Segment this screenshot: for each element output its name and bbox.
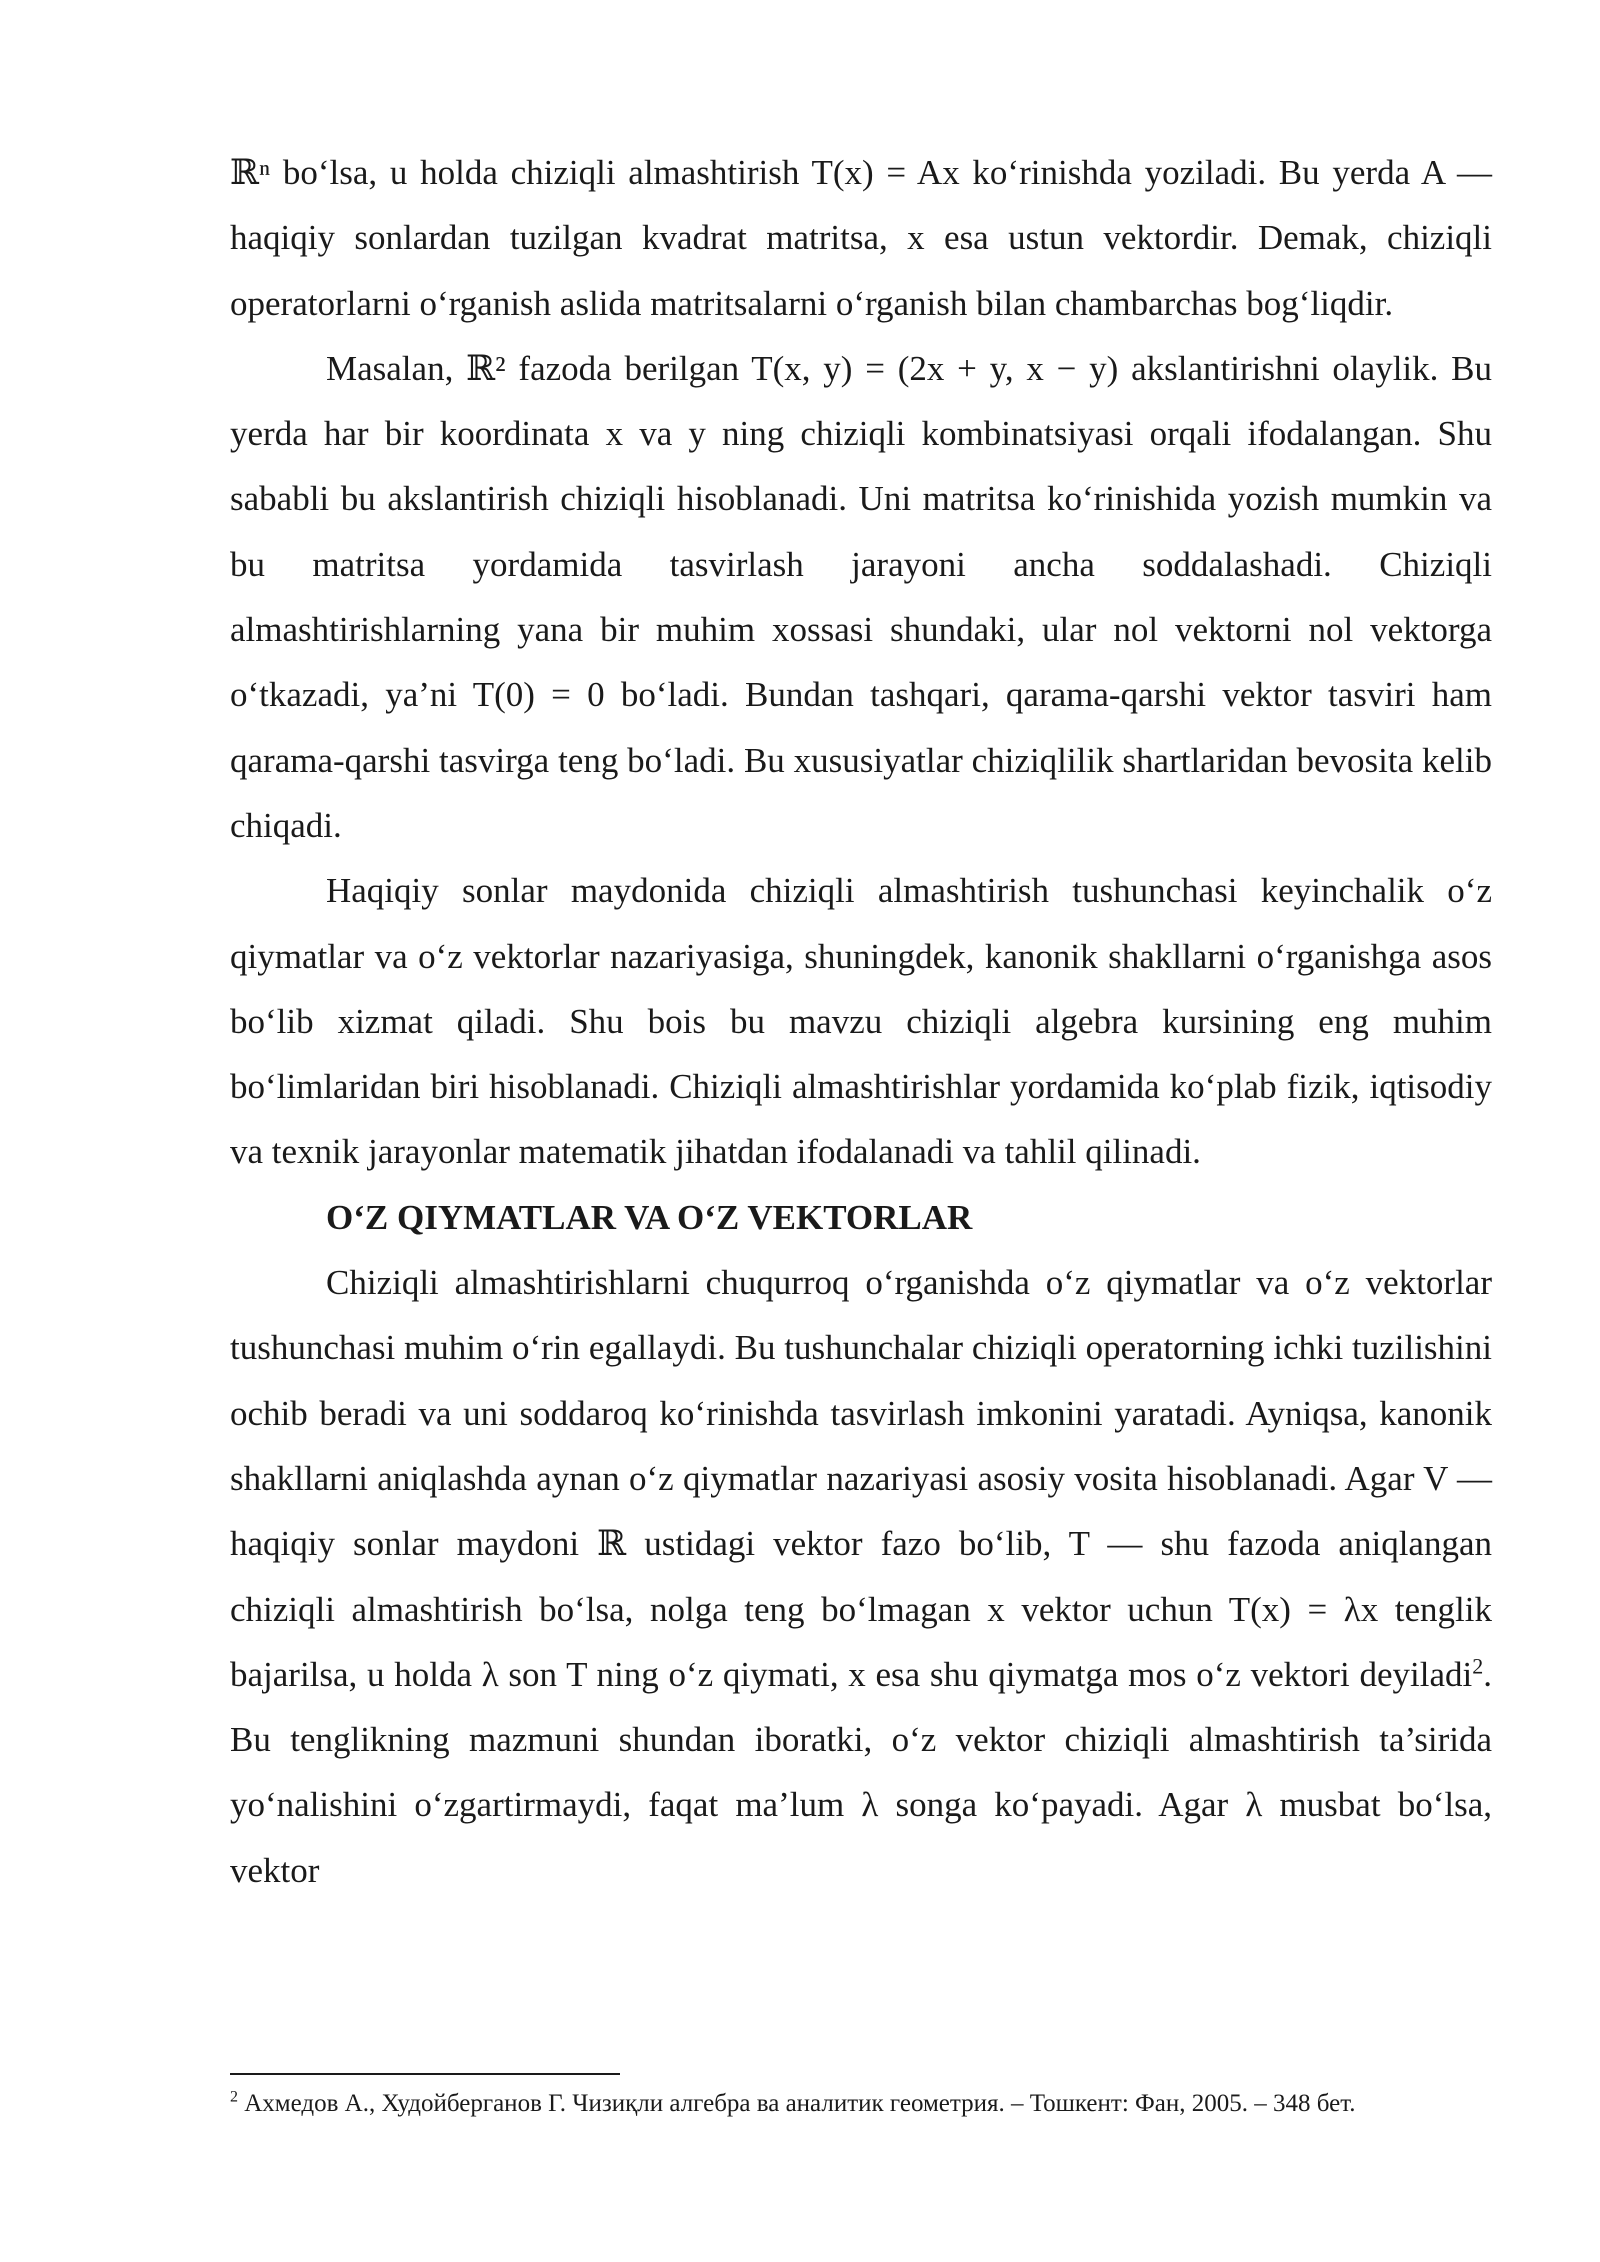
section-heading: O‘Z QIYMATLAR VA O‘Z VEKTORLAR xyxy=(326,1197,973,1237)
paragraph-eigen xyxy=(230,1250,1492,1903)
paragraph-continuation: ℝⁿ bo‘lsa, u holda chiziqli almashtirish T(x) = Ax ko‘rinishda yoziladi. Bu yerda A — haqiqiy sonlardan tuzilgan kvadrat matritsa, x esa ustun vektordir. Demak, chiziqli operatorlarni o‘rganish aslida matritsalarni o‘rganish bilan chambarchas bog‘liqdir. xyxy=(230,153,1492,323)
document-body xyxy=(230,140,1492,1903)
footnote-marker: 2 xyxy=(230,2088,238,2106)
footnote-reference: 2 xyxy=(1472,1653,1484,1679)
footnote xyxy=(230,2087,1492,2121)
paragraph-example: Masalan, ℝ² fazoda berilgan T(x, y) = (2x + y, x − y) akslantirishni olaylik. Bu yerda har bir koordinata x va y ning chiziqli kombinatsiyasi orqali ifodalangan. Shu sababli bu akslantirish chiziqli hisoblanadi. Uni matritsa ko‘rinishida yozish mumkin va bu matritsa yordamida tasvirlash jarayoni ancha soddalashadi. Chiziqli almashtirishlarning yana bir muhim xossasi shundaki, ular nol vektorni nol vektorga o‘tkazadi, ya’ni T(0) = 0 bo‘ladi. Bundan tashqari, qarama-qarshi vektor tasviri ham qarama-qarshi tasvirga teng bo‘ladi. Bu xususiyatlar chiziqlilik shartlaridan bevosita kelib chiqadi. xyxy=(230,348,1492,845)
paragraph-eigen-text-cont: . Bu tenglikning mazmuni shundan iboratki, o‘z vektor chiziqli almashtirish ta’sirida yo‘nalishini o‘zgartirmaydi, faqat ma’lum λ songa ko‘payadi. Agar λ musbat bo‘lsa, vektor xyxy=(230,1654,1492,1890)
paragraph-real-field: Haqiqiy sonlar maydonida chiziqli almashtirish tushunchasi keyinchalik o‘z qiymatlar va o‘z vektorlar nazariyasiga, shuningdek, kanonik shakllarni o‘rganishga asos bo‘lib xizmat qiladi. Shu bois bu mavzu chiziqli algebra kursining eng muhim bo‘limlaridan biri hisoblanadi. Chiziqli almashtirishlar yordamida ko‘plab fizik, iqtisodiy va texnik jarayonlar matematik jihatdan ifodalanadi va tahlil qilinadi. xyxy=(230,871,1492,1172)
paragraph-eigen-text: Chiziqli almashtirishlarni chuqurroq o‘rganishda o‘z qiymatlar va o‘z vektorlar tushunchasi muhim o‘rin egallaydi. Bu tushunchalar chiziqli operatorning ichki tuzilishini ochib beradi va uni soddaroq ko‘rinishda tasvirlash imkonini yaratadi. Ayniqsa, kanonik shakllarni aniqlashda aynan o‘z qiymatlar nazariyasi asosiy vosita hisoblanadi. Agar V — haqiqiy sonlar maydoni ℝ ustidagi vektor fazo bo‘lib, T — shu fazoda aniqlangan chiziqli almashtirish bo‘lsa, nolga teng bo‘lmagan x vektor uchun T(x) = λx tenglik bajarilsa, u holda λ son T ning o‘z qiymati, x esa shu qiymatga mos o‘z vektori deyiladi xyxy=(230,1263,1492,1694)
footnote-text: Ахмедов А., Худойберганов Г. Чизиқли алгебра ва аналитик геометрия. – Тошкент: Фан, 2005. – 348 бет. xyxy=(238,2090,1356,2117)
footnote-separator xyxy=(230,2073,620,2075)
